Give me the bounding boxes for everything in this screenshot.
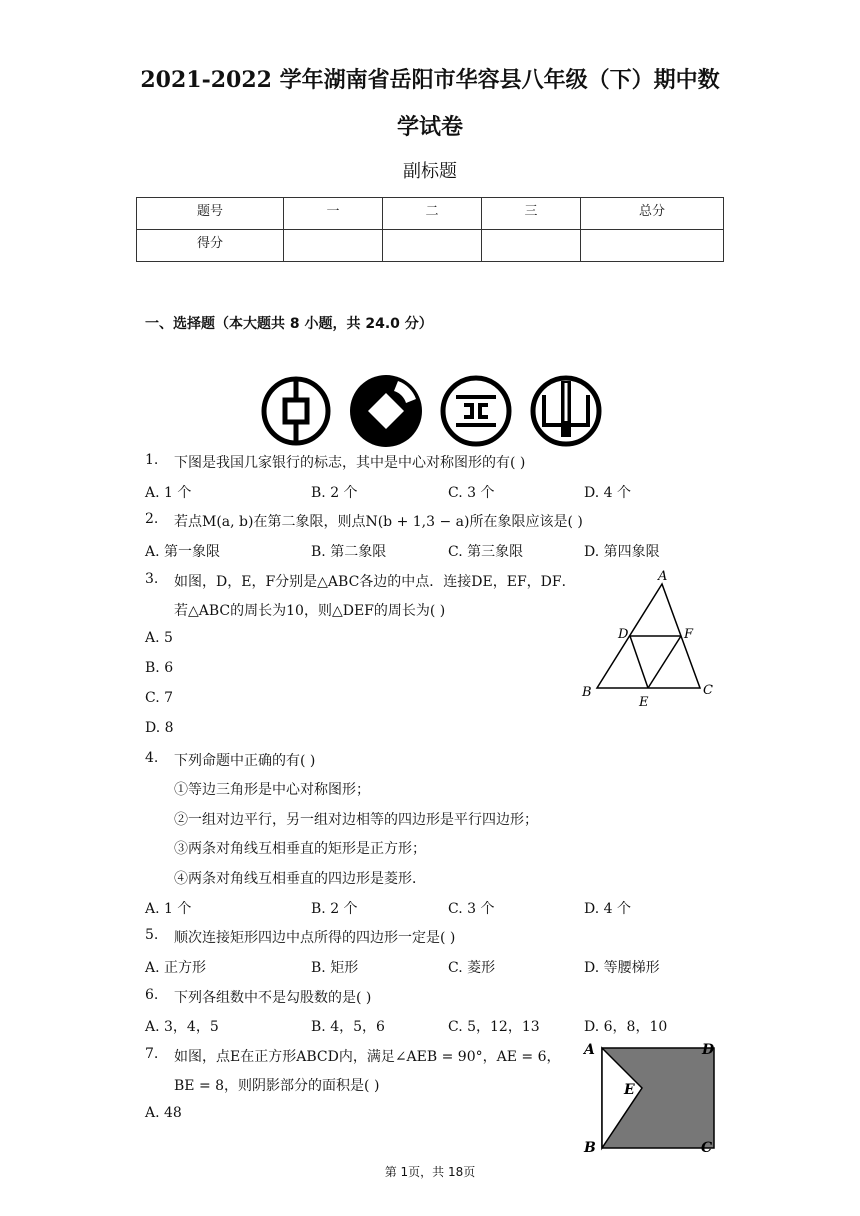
q1-option-a: A. 1 个 xyxy=(145,485,192,501)
q6-option-a: A. 3，4，5 xyxy=(145,1019,219,1035)
question-3-stem: 如图，D，E，F分别是△ABC各边的中点．连接DE，EF，DF． xyxy=(174,574,576,590)
square-figure xyxy=(580,1036,720,1160)
q7-option-a: A. 48 xyxy=(145,1105,182,1121)
q3-option-b: B. 6 xyxy=(145,660,174,676)
label-E: E xyxy=(639,695,649,710)
triangle-figure xyxy=(575,568,720,713)
label-C: C xyxy=(701,1140,713,1156)
table-cell: 二 xyxy=(383,198,482,230)
q4-statement-4: ④两条对角线互相垂直的四边形是菱形． xyxy=(174,871,426,887)
bank-logo-icon xyxy=(533,378,599,444)
question-3-stem-line2: 若△ABC的周长为10，则△DEF的周长为( ) xyxy=(174,603,446,619)
q4-option-d: D. 4 个 xyxy=(584,901,631,917)
q6-option-c: C. 5，12，13 xyxy=(448,1019,540,1035)
question-5-number: 5. xyxy=(145,927,159,943)
question-7-stem: 如图，点E在正方形ABCD内，满足∠AEB = 90°，AE = 6， xyxy=(174,1049,561,1065)
score-table xyxy=(136,197,724,262)
q4-option-c: C. 3 个 xyxy=(448,901,495,917)
q3-option-a: A. 5 xyxy=(145,630,173,646)
question-2-stem: 若点M(a, b)在第二象限，则点N(b + 1,3 − a)所在象限应该是( ) xyxy=(174,514,583,530)
question-2-number: 2. xyxy=(145,511,159,527)
q4-option-b: B. 2 个 xyxy=(311,901,358,917)
question-5-stem: 顺次连接矩形四边中点所得的四边形一定是( ) xyxy=(174,930,456,946)
q6-option-d: D. 6，8，10 xyxy=(584,1019,668,1035)
q2-option-a: A. 第一象限 xyxy=(145,544,221,560)
label-A: A xyxy=(584,1042,595,1058)
q4-option-a: A. 1 个 xyxy=(145,901,192,917)
bank-logo-icon xyxy=(443,378,509,444)
q2-option-b: B. 第二象限 xyxy=(311,544,387,560)
table-cell: 一 xyxy=(284,198,383,230)
question-1-number: 1. xyxy=(145,452,159,468)
question-6-stem: 下列各组数中不是勾股数的是( ) xyxy=(174,990,372,1006)
label-A: A xyxy=(658,569,668,584)
label-D: D xyxy=(618,627,629,642)
q2-option-c: C. 第三象限 xyxy=(448,544,524,560)
q3-option-c: C. 7 xyxy=(145,690,174,706)
label-D: D xyxy=(702,1042,715,1058)
q5-option-c: C. 菱形 xyxy=(448,960,496,976)
table-cell xyxy=(284,230,383,262)
title-line-2: 学试卷 xyxy=(396,114,463,140)
label-C: C xyxy=(703,683,713,698)
table-cell xyxy=(482,230,581,262)
bank-logo-icon xyxy=(350,375,422,447)
label-B: B xyxy=(582,685,592,700)
table-cell: 三 xyxy=(482,198,581,230)
question-7-stem-line2: BE = 8，则阴影部分的面积是( ) xyxy=(174,1078,380,1094)
page-footer: 第 1页，共 18页 xyxy=(384,1165,476,1179)
question-4-stem: 下列命题中正确的有( ) xyxy=(174,753,316,769)
q3-option-d: D. 8 xyxy=(145,720,174,736)
table-row xyxy=(137,198,724,230)
q2-option-d: D. 第四象限 xyxy=(584,544,660,560)
section-heading: 一、选择题（本大题共 8 小题，共 24.0 分） xyxy=(145,316,433,332)
table-cell xyxy=(581,230,724,262)
q5-option-a: A. 正方形 xyxy=(145,960,207,976)
table-row xyxy=(137,230,724,262)
table-cell: 总分 xyxy=(581,198,724,230)
table-cell: 得分 xyxy=(137,230,284,262)
subtitle: 副标题 xyxy=(403,161,457,182)
q4-statement-3: ③两条对角线互相垂直的矩形是正方形； xyxy=(174,841,426,857)
question-4-number: 4. xyxy=(145,750,159,766)
q4-statement-1: ①等边三角形是中心对称图形； xyxy=(174,782,370,798)
title-line-1: 2021-2022 学年湖南省岳阳市华容县八年级（下）期中数 xyxy=(140,67,720,93)
label-B: B xyxy=(584,1140,596,1156)
bank-logo-icon xyxy=(264,379,328,443)
table-cell xyxy=(383,230,482,262)
question-6-number: 6. xyxy=(145,987,159,1003)
bank-logos-figure xyxy=(258,373,608,451)
q1-option-c: C. 3 个 xyxy=(448,485,495,501)
q5-option-b: B. 矩形 xyxy=(311,960,359,976)
q1-option-d: D. 4 个 xyxy=(584,485,631,501)
label-F: F xyxy=(684,627,694,642)
label-E: E xyxy=(624,1082,635,1098)
question-7-number: 7. xyxy=(145,1046,159,1062)
question-1-stem: 下图是我国几家银行的标志，其中是中心对称图形的有( ) xyxy=(174,455,526,471)
q6-option-b: B. 4，5，6 xyxy=(311,1019,385,1035)
q1-option-b: B. 2 个 xyxy=(311,485,358,501)
question-3-number: 3. xyxy=(145,571,159,587)
q4-statement-2: ②一组对边平行，另一组对边相等的四边形是平行四边形； xyxy=(174,812,538,828)
q5-option-d: D. 等腰梯形 xyxy=(584,960,660,976)
table-cell: 题号 xyxy=(137,198,284,230)
